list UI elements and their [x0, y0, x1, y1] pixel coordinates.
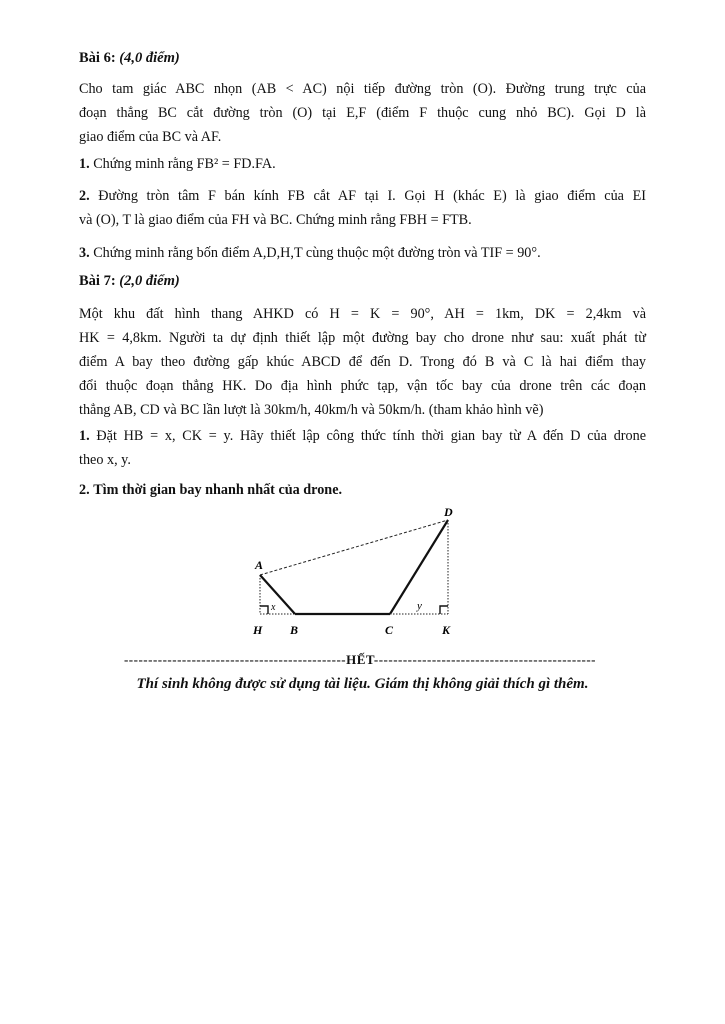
bai6-question-2 [79, 184, 646, 232]
label-c: C [385, 623, 394, 637]
label-b: B [290, 623, 299, 637]
question-number: 1. [79, 428, 90, 444]
bai6-intro-line: đoạn thẳng BC cắt đường tròn (O) tại E,F (điểm F thuộc cung nhỏ BC). Gọi D là [79, 105, 646, 121]
question-text: và (O), T là giao điểm của FH và BC. Chứng minh rằng FBH = FTB. [79, 212, 472, 228]
label-d: D [444, 505, 453, 519]
bai7-intro-line: HK = 4,8km. Người ta dự định thiết lập một đường bay cho drone như sau: xuất phát từ [79, 330, 646, 346]
divider-dashes-right: ---------------------------------------------- [373, 652, 597, 667]
bai7-points: (2,0 điểm) [119, 273, 180, 289]
question-text: theo x, y. [79, 452, 131, 468]
bai6-question-1 [79, 152, 646, 176]
bai6-title [79, 50, 180, 67]
bai6-intro-line: giao điểm của BC và AF. [79, 129, 222, 145]
bai6-points: (4,0 điểm) [119, 50, 180, 66]
bai7-intro-line: thẳng AB, CD và BC lần lượt là 30km/h, 40km/h và 50km/h. (tham khảo hình vẽ) [79, 402, 544, 418]
bai7-title [79, 273, 180, 290]
question-text: Chứng minh rằng bốn điểm A,D,H,T cùng thuộc một đường tròn và TIF = 90°. [93, 245, 541, 261]
question-number: 3. [79, 245, 90, 261]
question-number: 1. [79, 156, 90, 172]
bai7-question-2 [79, 478, 646, 502]
bai7-intro-line: đổi thuộc đoạn thẳng HK. Do địa hình phức tạp, vận tốc bay của drone trên các đoạn [79, 378, 646, 394]
question-text: Tìm thời gian bay nhanh nhất của drone. [93, 482, 343, 498]
question-number: 2. [79, 188, 90, 204]
bai6-question-3 [79, 241, 646, 265]
question-text: Đặt HB = x, CK = y. Hãy thiết lập công thức tính thời gian bay từ A đến D của drone [96, 428, 646, 444]
end-divider [90, 652, 630, 668]
segment-ab [260, 575, 295, 614]
footer-note: Thí sinh không được sử dụng tài liệu. Giám thị không giải thích gì thêm. [136, 676, 589, 692]
end-mark: HẾT [346, 652, 374, 667]
bai7-intro-line: Một khu đất hình thang AHKD có H = K = 90°, AH = 1km, DK = 2,4km và [79, 306, 646, 322]
question-text: Đường tròn tâm F bán kính FB cắt AF tại I. Gọi H (khác E) là giao điểm của EI [98, 188, 646, 204]
right-angle-h [260, 606, 268, 614]
bai7-question-1 [79, 424, 646, 472]
bai6-intro [79, 77, 646, 149]
bai6-label: Bài 6: [79, 50, 116, 66]
bai6-intro-line: Cho tam giác ABC nhọn (AB < AC) nội tiếp đường tròn (O). Đường trung trực của [79, 81, 646, 97]
bai7-label: Bài 7: [79, 273, 116, 289]
label-k: K [442, 623, 451, 637]
label-x: x [271, 602, 276, 613]
bai7-intro-line: điểm A bay theo đường gấp khúc ABCD để đến D. Trong đó B và C là hai điểm thay [79, 354, 646, 370]
question-text: Chứng minh rằng FB² = FD.FA. [93, 156, 276, 172]
label-y: y [417, 600, 422, 612]
divider-dashes-left: ---------------------------------------------- [123, 652, 347, 667]
trapezoid-figure [240, 500, 470, 640]
label-a: A [255, 558, 264, 572]
bai7-intro [79, 302, 646, 422]
label-h: H [253, 623, 263, 637]
question-number: 2. [79, 482, 90, 498]
right-angle-k [440, 606, 448, 614]
